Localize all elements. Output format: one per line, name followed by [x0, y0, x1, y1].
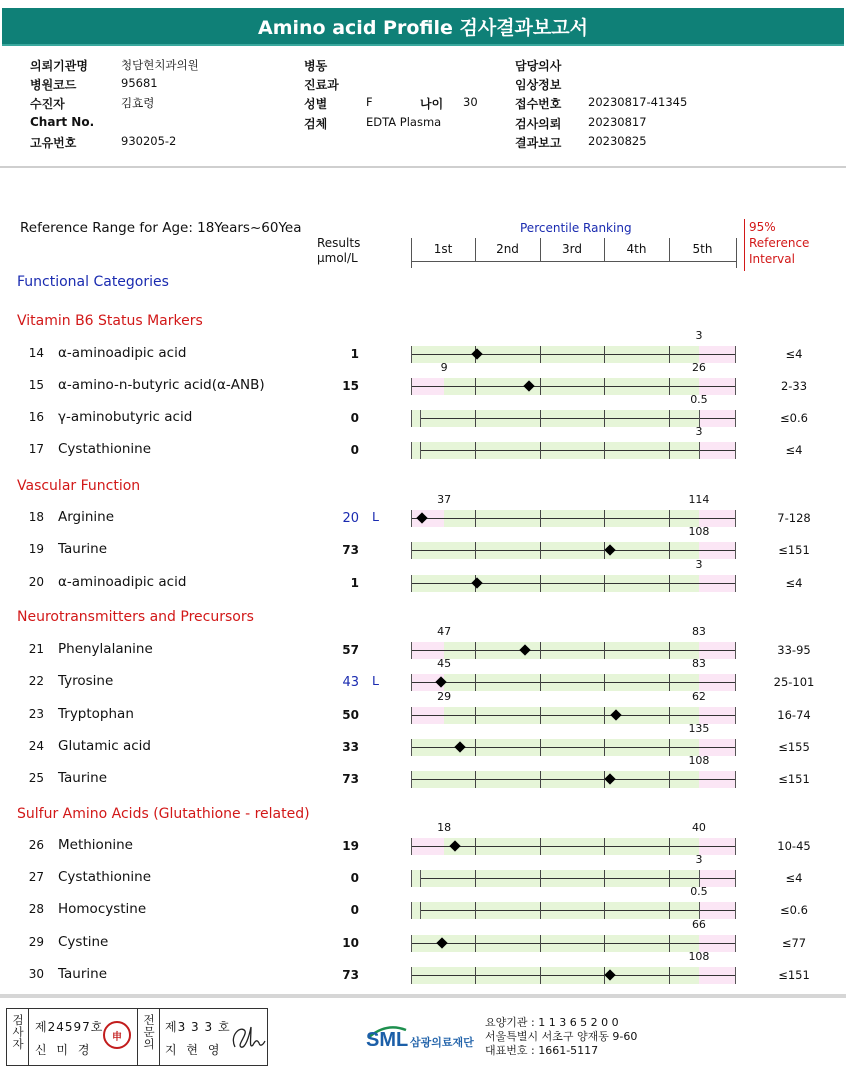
bar-tick [475, 707, 476, 724]
bar-midline [411, 943, 736, 944]
bar-tick [604, 510, 605, 527]
bar-left-edge [411, 935, 412, 952]
bar-right-edge [735, 410, 736, 427]
bar-left-edge [411, 967, 412, 984]
percentile-bar [411, 771, 736, 788]
bar-tick [540, 674, 541, 691]
info-value: 청담현치과의원 [121, 58, 199, 72]
bar-left-edge [411, 346, 412, 363]
org-logo [366, 1020, 478, 1056]
range-high-label: 108 [688, 525, 710, 538]
bar-midline [420, 910, 736, 911]
info-label: 병원코드 [30, 78, 77, 92]
axis-tick [669, 238, 670, 262]
bar-left-edge [411, 707, 412, 724]
bar-tick [475, 378, 476, 395]
bar-right-edge [735, 542, 736, 559]
bar-tick [540, 771, 541, 788]
bar-left-edge [411, 771, 412, 788]
analyte-name: Cystathionine [58, 441, 152, 457]
bar-tick [669, 739, 670, 756]
bar-midline [411, 975, 736, 976]
bar-midline [420, 418, 736, 419]
reference-interval: ≤4 [785, 871, 803, 885]
row-number: 20 [28, 575, 44, 589]
reference-interval: ≤4 [785, 347, 803, 361]
bar-tick [669, 346, 670, 363]
bar-tick [669, 378, 670, 395]
result-value: 19 [342, 839, 359, 853]
bar-tick [669, 967, 670, 984]
row-number: 22 [28, 674, 44, 688]
info-value: 930205-2 [121, 134, 177, 148]
bar-tick [669, 510, 670, 527]
info-value: EDTA Plasma [366, 115, 442, 129]
range-low-label: 45 [437, 657, 452, 670]
bar-tick [475, 902, 476, 919]
specialist-label: 전문의 [143, 1013, 155, 1051]
bar-midline [411, 354, 736, 355]
bar-tick [669, 542, 670, 559]
info-label: Chart No. [30, 115, 95, 129]
info-label: 진료과 [304, 78, 339, 92]
bar-tick [669, 870, 670, 887]
bar-tick [475, 838, 476, 855]
report-title: Amino acid Profile 검사결과보고서 [2, 8, 844, 46]
range-high-label: 83 [691, 657, 706, 670]
bar-midline [411, 682, 736, 683]
axis-tick [411, 238, 412, 268]
result-value: 20 [342, 511, 359, 526]
info-value: F [366, 95, 373, 109]
bar-midline [411, 386, 736, 387]
analyte-name: Tryptophan [58, 706, 134, 722]
analyte-name: Methionine [58, 837, 133, 853]
org-name-text: 삼광의료재단 [410, 1036, 474, 1049]
result-value: 73 [342, 968, 359, 982]
analyte-name: Glutamic acid [58, 738, 151, 754]
percentile-axis [411, 261, 736, 262]
range-high-label: 40 [691, 821, 706, 834]
analyte-name: γ-aminobutyric acid [58, 409, 193, 425]
specialist-cert-no: 제3 3 3 호 [165, 1020, 231, 1034]
bar-tick [540, 442, 541, 459]
result-value: 10 [342, 936, 359, 950]
bar-tick [604, 410, 605, 427]
results-unit: μmol/L [317, 251, 358, 265]
bar-tick [540, 739, 541, 756]
bar-tick [669, 707, 670, 724]
bar-tick [669, 771, 670, 788]
row-number: 25 [28, 771, 44, 785]
bar-start-edge [420, 410, 421, 427]
row-number: 23 [28, 707, 44, 721]
bar-right-edge [735, 510, 736, 527]
range-high-label: 3 [695, 853, 703, 866]
bar-right-edge [735, 771, 736, 788]
bar-right-edge [735, 378, 736, 395]
bar-right-edge [735, 967, 736, 984]
range-high-label: 0.5 [690, 885, 708, 898]
result-value: 43 [342, 675, 359, 690]
result-value: 73 [342, 543, 359, 557]
examiner-seal: 申 [103, 1021, 131, 1049]
bar-tick [669, 935, 670, 952]
bar-start-edge [420, 870, 421, 887]
range-high-label: 3 [695, 329, 703, 342]
percentile-bar [411, 902, 736, 919]
functional-categories-heading: Functional Categories [17, 274, 169, 290]
bar-left-edge [411, 575, 412, 592]
reference-interval: 16-74 [777, 708, 811, 722]
header-divider [0, 166, 846, 168]
row-number: 28 [28, 902, 44, 916]
bar-tick [669, 410, 670, 427]
org-logo-text: SML [366, 1029, 409, 1051]
bar-tick [475, 442, 476, 459]
bar-left-edge [411, 674, 412, 691]
category-title: Vitamin B6 Status Markers [17, 313, 203, 329]
bar-right-edge [735, 674, 736, 691]
bar-tick [475, 870, 476, 887]
bar-left-edge [411, 739, 412, 756]
org-license: 요양기관 : 1 1 3 6 5 2 0 0 [485, 1016, 619, 1029]
bar-tick [669, 442, 670, 459]
result-value: 15 [342, 379, 359, 393]
bar-right-edge [735, 442, 736, 459]
bar-tick [604, 870, 605, 887]
info-value: 20230817-41345 [588, 95, 688, 109]
signature-box [6, 1008, 268, 1066]
info-label: 임상정보 [515, 78, 562, 92]
analyte-name: Taurine [58, 770, 108, 786]
bar-midline [411, 518, 736, 519]
analyte-name: Taurine [58, 541, 108, 557]
axis-tick [604, 238, 605, 262]
bar-tick [540, 575, 541, 592]
percentile-label-1: 1st [433, 242, 453, 256]
bar-tick [604, 642, 605, 659]
bar-left-edge [411, 442, 412, 459]
bar-tick [475, 967, 476, 984]
info-label: 담당의사 [515, 59, 562, 73]
row-number: 26 [28, 838, 44, 852]
info-value: 95681 [121, 76, 158, 90]
info-value: 20230825 [588, 134, 647, 148]
bar-high-edge [699, 442, 700, 459]
bar-left-edge [411, 378, 412, 395]
percentile-bar [411, 575, 736, 592]
result-value: 0 [350, 443, 359, 457]
result-value: 57 [342, 643, 359, 657]
reference-interval: ≤0.6 [780, 903, 808, 917]
percentile-bar [411, 674, 736, 691]
range-high-label: 0.5 [690, 393, 708, 406]
age-value: 30 [463, 95, 478, 109]
reference-range-label: Reference Range for Age: 18Years~60Yea [20, 220, 302, 236]
bar-tick [540, 378, 541, 395]
bar-tick [604, 378, 605, 395]
analyte-name: Taurine [58, 966, 108, 982]
range-high-label: 3 [695, 558, 703, 571]
analyte-name: Tyrosine [58, 673, 114, 689]
bar-right-edge [735, 739, 736, 756]
range-high-label: 83 [691, 625, 706, 638]
org-info [485, 1016, 637, 1058]
bar-right-edge [735, 902, 736, 919]
low-flag: L [372, 509, 379, 524]
bar-tick [540, 870, 541, 887]
bar-tick [540, 510, 541, 527]
bar-tick [475, 410, 476, 427]
bar-midline [420, 450, 736, 451]
info-label: 접수번호 [515, 97, 562, 111]
reference-interval: ≤151 [778, 543, 810, 557]
range-low-label: 18 [437, 821, 452, 834]
row-number: 18 [28, 510, 44, 524]
bar-tick [604, 902, 605, 919]
bar-right-edge [735, 935, 736, 952]
specialist-label-cell [138, 1009, 160, 1065]
range-low-label: 9 [440, 361, 448, 374]
reference-interval: ≤151 [778, 968, 810, 982]
row-number: 14 [28, 346, 44, 360]
axis-tick [540, 238, 541, 262]
reference-interval: 2-33 [780, 379, 808, 393]
percentile-bar [411, 542, 736, 559]
bar-tick [604, 707, 605, 724]
result-value: 0 [350, 903, 359, 917]
analyte-name: Arginine [58, 509, 115, 525]
row-number: 16 [28, 410, 44, 424]
ref-interval-line2: Reference [749, 236, 810, 250]
bar-high-edge [699, 902, 700, 919]
bar-tick [475, 739, 476, 756]
range-high-label: 114 [688, 493, 710, 506]
analyte-name: α-aminoadipic acid [58, 574, 187, 590]
bar-right-edge [735, 870, 736, 887]
ref-interval-line3: Interval [749, 252, 795, 266]
bar-tick [604, 838, 605, 855]
bar-tick [540, 838, 541, 855]
bar-right-edge [735, 642, 736, 659]
specialist-signature-icon [227, 1017, 267, 1057]
info-label: 성별 [304, 97, 328, 111]
bar-tick [540, 642, 541, 659]
row-number: 17 [28, 442, 44, 456]
reference-interval: ≤151 [778, 772, 810, 786]
bar-tick [604, 935, 605, 952]
reference-interval-header [744, 219, 809, 271]
results-header [317, 236, 360, 266]
bar-tick [540, 542, 541, 559]
percentile-label-3: 3rd [562, 242, 582, 256]
bar-left-edge [411, 902, 412, 919]
ref-interval-line1: 95% [749, 220, 776, 234]
range-high-label: 26 [691, 361, 706, 374]
info-label: 결과보고 [515, 136, 562, 150]
row-number: 15 [28, 378, 44, 392]
result-value: 73 [342, 772, 359, 786]
bar-tick [475, 642, 476, 659]
org-address: 서울특별시 서초구 양재동 9-60 [485, 1030, 638, 1043]
range-high-label: 135 [688, 722, 710, 735]
axis-tick [475, 238, 476, 262]
bar-left-edge [411, 870, 412, 887]
info-label: 의뢰기관명 [30, 59, 88, 73]
results-label: Results [317, 236, 361, 250]
category-title: Neurotransmitters and Precursors [17, 609, 254, 625]
bar-tick [540, 967, 541, 984]
row-number: 24 [28, 739, 44, 753]
info-label: 수진자 [30, 97, 65, 111]
bar-tick [475, 935, 476, 952]
bar-midline [420, 878, 736, 879]
analyte-name: Homocystine [58, 901, 147, 917]
percentile-bar [411, 967, 736, 984]
low-flag: L [372, 673, 379, 688]
bar-midline [411, 715, 736, 716]
bar-start-edge [420, 442, 421, 459]
examiner-name: 신 미 경 [35, 1043, 93, 1057]
info-value: 김효령 [121, 96, 155, 110]
age-label: 나이 [420, 97, 444, 111]
bar-tick [669, 838, 670, 855]
bar-tick [475, 510, 476, 527]
bar-tick [669, 575, 670, 592]
org-phone: 대표번호 : 1661-5117 [485, 1044, 599, 1057]
range-low-label: 29 [437, 690, 452, 703]
row-number: 29 [28, 935, 44, 949]
examiner-label-cell [7, 1009, 29, 1065]
range-high-label: 108 [688, 950, 710, 963]
reference-interval: ≤4 [785, 443, 803, 457]
row-number: 19 [28, 542, 44, 556]
result-value: 0 [350, 411, 359, 425]
bar-tick [604, 575, 605, 592]
info-label: 검체 [304, 117, 328, 131]
analyte-name: α-amino-n-butyric acid(α-ANB) [58, 377, 265, 393]
range-high-label: 66 [691, 918, 706, 931]
bar-tick [604, 442, 605, 459]
bar-right-edge [735, 707, 736, 724]
bar-left-edge [411, 838, 412, 855]
analyte-name: α-aminoadipic acid [58, 345, 187, 361]
bar-tick [604, 346, 605, 363]
bar-tick [604, 739, 605, 756]
range-low-label: 47 [437, 625, 452, 638]
reference-interval: 7-128 [777, 511, 811, 525]
percentile-label-5: 5th [692, 242, 713, 256]
bar-tick [669, 902, 670, 919]
specialist-name: 지 현 영 [165, 1043, 223, 1057]
category-title: Sulfur Amino Acids (Glutathione - related) [17, 806, 310, 822]
row-number: 27 [28, 870, 44, 884]
bar-tick [475, 674, 476, 691]
bar-left-edge [411, 542, 412, 559]
row-number: 30 [28, 967, 44, 981]
analyte-name: Cystathionine [58, 869, 152, 885]
bar-right-edge [735, 346, 736, 363]
bar-tick [669, 674, 670, 691]
range-high-label: 108 [688, 754, 710, 767]
category-title: Vascular Function [17, 478, 141, 494]
footer-divider [0, 994, 846, 998]
range-high-label: 3 [695, 425, 703, 438]
bar-tick [669, 642, 670, 659]
reference-interval: 25-101 [773, 675, 815, 689]
reference-interval: ≤155 [778, 740, 810, 754]
bar-left-edge [411, 510, 412, 527]
row-number: 21 [28, 642, 44, 656]
examiner-label: 검사자 [12, 1013, 24, 1051]
bar-tick [540, 410, 541, 427]
axis-tick [736, 238, 737, 268]
result-value: 1 [350, 347, 359, 361]
examiner-cert-no: 제24597호 [35, 1020, 104, 1034]
bar-left-edge [411, 410, 412, 427]
range-low-label: 37 [437, 493, 452, 506]
bar-right-edge [735, 575, 736, 592]
reference-interval: ≤4 [785, 576, 803, 590]
reference-interval: 10-45 [777, 839, 811, 853]
info-label: 고유번호 [30, 136, 77, 150]
bar-midline [411, 583, 736, 584]
bar-midline [411, 550, 736, 551]
bar-start-edge [420, 902, 421, 919]
info-label: 검사의뢰 [515, 117, 562, 131]
result-value: 0 [350, 871, 359, 885]
reference-interval: ≤0.6 [780, 411, 808, 425]
percentile-label-4: 4th [626, 242, 647, 256]
info-value: 20230817 [588, 115, 647, 129]
bar-right-edge [735, 838, 736, 855]
reference-interval: ≤77 [781, 936, 807, 950]
sml-logo-icon [366, 1020, 478, 1052]
percentile-label-2: 2nd [496, 242, 519, 256]
bar-left-edge [411, 642, 412, 659]
analyte-name: Cystine [58, 934, 109, 950]
reference-interval: 33-95 [777, 643, 811, 657]
analyte-name: Phenylalanine [58, 641, 153, 657]
bar-tick [540, 346, 541, 363]
result-value: 33 [342, 740, 359, 754]
bar-tick [604, 674, 605, 691]
bar-tick [540, 902, 541, 919]
info-label: 병동 [304, 59, 328, 73]
bar-midline [411, 779, 736, 780]
result-value: 50 [342, 708, 359, 722]
range-high-label: 62 [691, 690, 706, 703]
bar-midline [411, 650, 736, 651]
bar-tick [475, 542, 476, 559]
bar-tick [540, 707, 541, 724]
percentile-ranking-title: Percentile Ranking [520, 221, 632, 235]
result-value: 1 [350, 576, 359, 590]
bar-tick [540, 935, 541, 952]
bar-tick [475, 771, 476, 788]
percentile-bar [411, 442, 736, 459]
